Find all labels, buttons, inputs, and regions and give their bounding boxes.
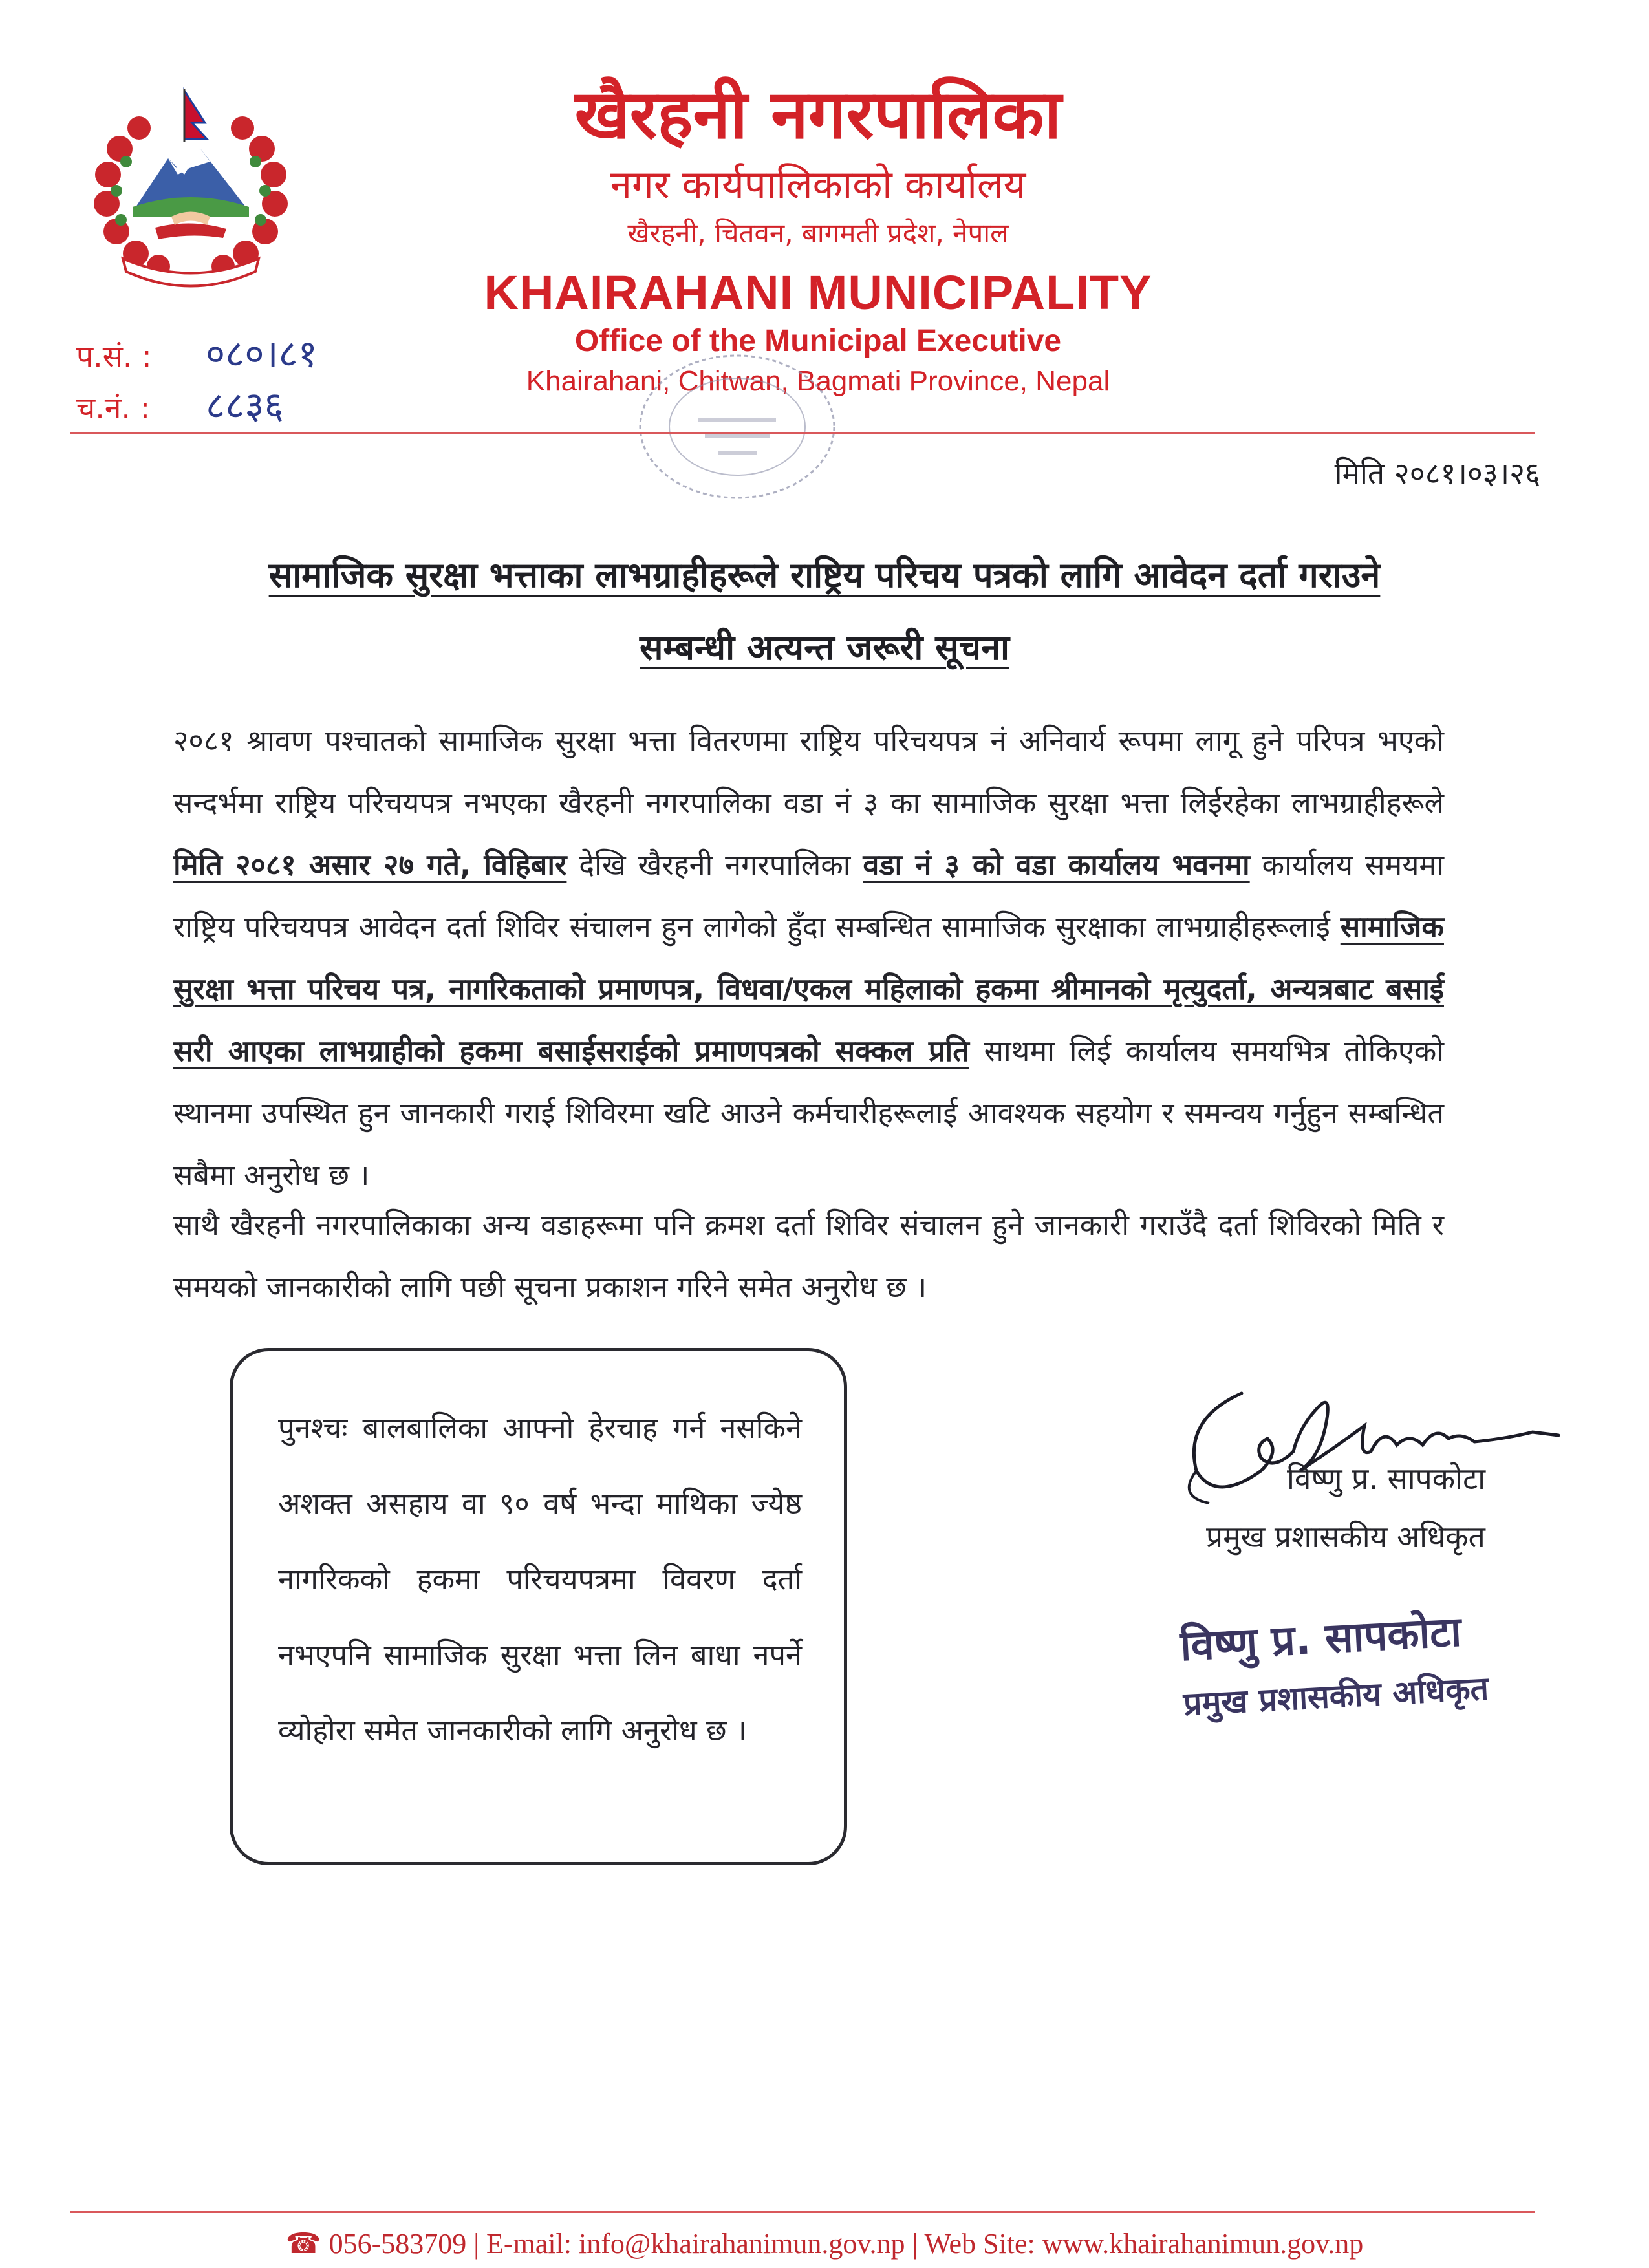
- p1-required-documents: सामाजिक सुरक्षा भत्ता परिचय पत्र, नागरिकताको प्रमाणपत्र, विधवा/एकल महिलाको हकमा श्रीमानको मृत्युदर्ता, अन्यत्रबाट बसाई सरी आएका लाभग्राहीको हकमा बसाईसराईको प्रमाणपत्रको सक्कल प्रति: [173, 910, 1444, 1068]
- seal-signatory-title: प्रमुख प्रशासकीय अधिकृत: [1182, 1669, 1490, 1723]
- p1-location-intro: देखि खैरहनी नगरपालिका: [579, 848, 851, 882]
- ps-label: प.सं. :: [76, 339, 152, 374]
- ps-value: ०८०।८१: [206, 332, 318, 376]
- cn-label: च.नं. :: [76, 390, 151, 425]
- body-paragraph-1: [173, 710, 1444, 1206]
- notice-title-text1: सामाजिक सुरक्षा भत्ताका लाभग्राहीहरूले राष्ट्रिय परिचय पत्रको लागि आवेदन दर्ता गराउने: [268, 555, 1381, 595]
- footer-sep-1: |: [466, 2228, 487, 2260]
- p1-request: कार्यालय समयमा राष्ट्रिय परिचयपत्र आवेदन दर्ता शिविर संचालन हुन लागेको हुँदा सम्बन्धित सामाजिक सुरक्षाका लाभग्राहीहरूलाई: [173, 848, 1444, 944]
- p1-venue: वडा नं ३ को वडा कार्यालय भवनमा: [863, 848, 1250, 882]
- postscript-text: पुनश्चः बालबालिका आफ्नो हेरचाह गर्न नसकिने अशक्त असहाय वा ९० वर्ष भन्दा माथिका ज्येष्ठ नागरिकको हकमा परिचयपत्रमा विवरण दर्ता नभएपनि सामाजिक सुरक्षा भत्ता लिन बाधा नपर्ने व्योहोरा समेत जानकारीको लागि अनुरोध छ ।: [278, 1411, 802, 1748]
- footer-phone: 056-583709: [329, 2228, 467, 2260]
- document-date: मिति २०८१।०३।२६: [1334, 456, 1540, 491]
- municipality-name-english: KHAIRAHANI MUNICIPALITY: [484, 266, 1152, 319]
- p1-closing: साथमा लिई कार्यालय समयभित्र तोकिएको स्थानमा उपस्थित हुन जानकारी गराई शिविरमा खटि आउने कर्मचारीहरूलाई आवश्यक सहयोग र समन्वय गर्नुहुन सम्बन्धित सबैमा अनुरोध छ ।: [173, 1034, 1444, 1192]
- footer-sep-2: |: [905, 2228, 925, 2260]
- signatory-title: प्रमुख प्रशासकीय अधिकृत: [1206, 1519, 1485, 1554]
- postscript-box: [230, 1348, 847, 1865]
- address-english: Khairahani, Chitwan, Bagmati Province, Nepal: [526, 365, 1110, 397]
- address-nepali: खैरहनी, चितवन, बागमती प्रदेश, नेपाल: [627, 217, 1009, 249]
- municipality-name-nepali: खैरहनी नगरपालिका: [574, 75, 1062, 154]
- p1-camp-date: मिति २०८१ असार २७ गते, विहिबार: [173, 848, 567, 882]
- seal-signatory-name: विष्णु प्र. सापकोटा: [1179, 1608, 1463, 1671]
- nepal-government-emblem: [81, 78, 301, 297]
- handwritten-signature: [1170, 1348, 1571, 1535]
- signatory-name: विष्णु प्र. सापकोटा: [1287, 1461, 1486, 1496]
- body-paragraph-2: साथै खैरहनी नगरपालिकाका अन्य वडाहरूमा पनि क्रमश दर्ता शिविर संचालन हुने जानकारी गराउँदै दर्ता शिविरको मिति र समयको जानकारीको लागि पछी सूचना प्रकाशन गरिने समेत अनुरोध छ ।: [173, 1208, 1444, 1304]
- notice-title-text2: सम्बन्धी अत्यन्त जरूरी सूचना: [640, 627, 1009, 668]
- office-stamp: [621, 343, 854, 511]
- cn-value: ८८३६: [206, 383, 284, 427]
- footer-email: E-mail: info@khairahanimun.gov.np: [486, 2228, 905, 2260]
- notice-title-line2: [0, 622, 1649, 670]
- telephone-icon: ☎: [285, 2228, 321, 2260]
- notice-title-line1: [0, 550, 1649, 597]
- office-name-english: Office of the Municipal Executive: [574, 324, 1062, 358]
- p1-intro: २०८१ श्रावण पश्चातको सामाजिक सुरक्षा भत्ता वितरणमा राष्ट्रिय परिचयपत्र नं अनिवार्य रूपमा लागू हुने परिपत्र भएको सन्दर्भमा राष्ट्रिय परिचयपत्र नभएका खैरहनी नगरपालिका वडा नं ३ का सामाजिक सुरक्षा भत्ता लिईरहेका लाभग्राहीहरूले: [173, 723, 1444, 820]
- reference-cn: [76, 378, 284, 429]
- footer-divider: [70, 2211, 1535, 2213]
- header-divider: [70, 432, 1535, 434]
- office-name-nepali: नगर कार्यपालिकाको कार्यालय: [610, 162, 1026, 208]
- reference-ps: [76, 326, 318, 378]
- footer-contact: [0, 2227, 1649, 2260]
- footer-website: Web Site: www.khairahanimun.gov.np: [924, 2228, 1364, 2260]
